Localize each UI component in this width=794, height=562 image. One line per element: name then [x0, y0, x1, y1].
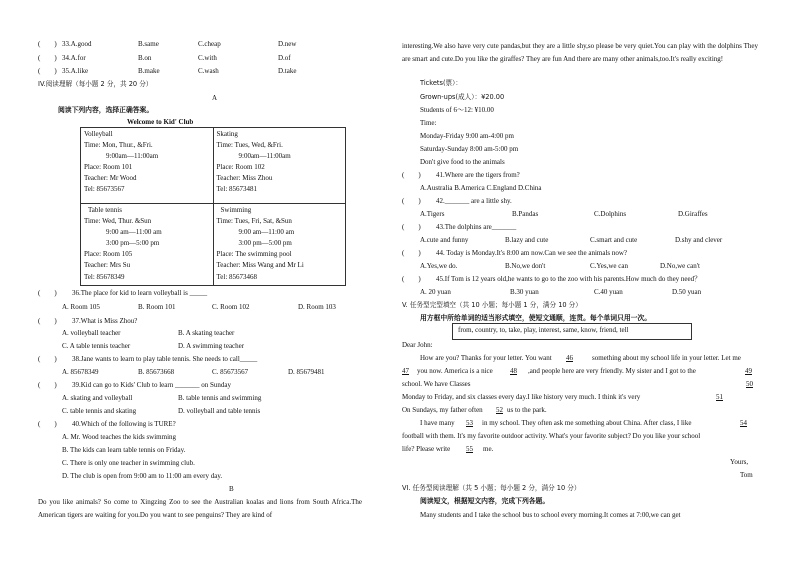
option-c: C.Yes,we can — [590, 262, 628, 270]
reading-instruction: 阅读下列内容，选择正确答案。 — [58, 106, 154, 114]
blank-49[interactable]: 49 — [745, 367, 752, 375]
blank-55[interactable]: 55 — [466, 445, 473, 453]
option-a: A.cute and funny — [420, 236, 469, 244]
part-b-label: B — [229, 485, 234, 493]
club-cell-swimming: Swimming Time: Tues, Fri, Sat, &Sun 9:00 am—11:00 am 3:00 pm—5:00 pm Place: The swimming pool Teacher: Miss Wang and Mr Li Tel: 85673468 — [213, 204, 346, 286]
club-name: Table tennis — [88, 206, 122, 214]
option-c: C. Room 102 — [212, 303, 250, 311]
question-stem: 44. Today is Monday.It's 8:00 am now.Can we see the animals now? — [436, 249, 628, 257]
answer-paren[interactable]: ( ) — [38, 381, 57, 389]
option-b: B. Room 101 — [138, 303, 176, 311]
option-c: C.smart and cute — [590, 236, 638, 244]
question-stem: 43.The dolphins are_______ — [436, 223, 517, 231]
blank-51[interactable]: 51 — [716, 393, 723, 401]
option-c: C. table tennis and skating — [62, 407, 137, 415]
option-d: D. volleyball and table tennis — [178, 407, 261, 415]
section-6-passage: Many students and I take the school bus to school every morning.It comes at 7:00,we can get — [420, 511, 681, 519]
letter-salutation: Dear John: — [402, 341, 433, 349]
section-6-title: VI. 任务型阅读理解（共 5 小题；每小题 2 分，满分 10 分） — [402, 484, 581, 492]
blank-48[interactable]: 48 — [510, 367, 517, 375]
option-a: A. volleyball teacher — [62, 329, 121, 337]
answer-paren[interactable]: ( ) — [38, 355, 57, 363]
option-d: D.shy and clever — [675, 236, 723, 244]
answer-paren[interactable]: ( ) — [402, 171, 421, 179]
club-name: Swimming — [220, 206, 252, 214]
club-schedule-table — [80, 127, 346, 286]
answer-paren[interactable]: ( ) — [38, 67, 57, 75]
option-d: D. A swimming teacher — [178, 342, 245, 350]
answer-paren[interactable]: ( ) — [38, 420, 57, 428]
passage-b-paragraph: Do you like animals? So come to Xingzing Zoo to see the Australian koalas and lions from South Africa.The American tigers are waiting for you.Do you want to see penguins? They are kind of — [38, 498, 362, 519]
question-stem: 37.What is Miss Zhou? — [72, 317, 138, 325]
option-b: B. table tennis and swimming — [178, 394, 262, 402]
option-c: C. There is only one teacher in swimming club. — [62, 459, 195, 467]
option-d: D. 85679481 — [288, 368, 325, 376]
answer-paren[interactable]: ( ) — [38, 40, 57, 48]
option-b: B.lazy and cute — [505, 236, 549, 244]
option-b: B.make — [138, 67, 160, 75]
option-b: B.on — [138, 54, 152, 62]
club-name: Skating — [216, 130, 238, 138]
answer-paren[interactable]: ( ) — [38, 317, 57, 325]
tickets-grownups: Grown-ups(成人）：¥20.00 — [420, 93, 505, 101]
blank-53[interactable]: 53 — [466, 419, 473, 427]
word-bank-box: from, country, to, take, play, interest, same, know, friend, tell — [452, 323, 692, 340]
option-b: B.Pandas — [512, 210, 539, 218]
blank-47[interactable]: 47 — [402, 367, 409, 375]
tickets-students: Students of 6～12: ¥10.00 — [420, 106, 494, 114]
option-c: C.wash — [198, 67, 219, 75]
option-d: D. Room 103 — [298, 303, 336, 311]
section-4-title: IV.阅读理解（每小题 2 分，共 20 分） — [38, 80, 153, 88]
option-a: 33.A.good — [62, 40, 92, 48]
option-b: B.same — [138, 40, 159, 48]
club-cell-volleyball: Volleyball Time: Mon, Thur., &Fri. 9:00am—11:00am Place: Room 101 Teacher: Mr Wood Tel: 85673567 — [81, 128, 214, 204]
passage-b-continued: interesting.We also have very cute pandas,but they are a little shy,so please be very quiet.You can play with the dolphins They are smart and cute.Do you like the giraffes? They are fun And there are many other animals,too.It's really exciting! — [402, 42, 758, 63]
option-c: C.40 yuan — [594, 288, 623, 296]
club-cell-skating: Skating Time: Tues, Wed, &Fri. 9:00am—11:00am Place: Room 102 Teacher: Miss Zhou Tel: 85673481 — [213, 128, 346, 204]
question-stem: 39.Kid can go to Kids' Club to learn _______ on Sunday — [72, 381, 231, 389]
option-c: C.cheap — [198, 40, 221, 48]
club-cell-table-tennis: Table tennis Time: Wed, Thur. &Sun 9:00 am—11:00 am 3:00 pm—5:00 pm Place: Room 105 Teacher: Mrs Su Tel: 85678349 — [81, 204, 214, 286]
option-d: D.No,we can't — [660, 262, 700, 270]
section-5-instruction: 用方框中所给单词的适当形式填空，使短文通顺，连贯。每个单词只用一次。 — [420, 314, 652, 322]
weekday-hours: Monday-Friday 9:00 am-4:00 pm — [420, 132, 514, 140]
option-b: B. The kids can learn table tennis on Friday. — [62, 446, 186, 454]
section-5-title: V. 任务型完型填空（共 10 小题；每小题 1 分，满分 10 分） — [402, 301, 582, 309]
option-a: A. 20 yuan — [420, 288, 451, 296]
time-label: Time: — [420, 119, 437, 127]
weekend-hours: Saturday-Sunday 8:00 am-5:00 pm — [420, 145, 519, 153]
option-b: B.30 yuan — [510, 288, 539, 296]
blank-50[interactable]: 50 — [746, 380, 753, 388]
letter-closing: Yours, — [730, 458, 749, 466]
option-d: D. The club is open from 9:00 am to 11:00 am every day. — [62, 472, 223, 480]
option-b: B.No,we don't — [505, 262, 546, 270]
option-a: A.Yes,we do. — [420, 262, 458, 270]
answer-paren[interactable]: ( ) — [38, 54, 57, 62]
option-b: B. 85673668 — [138, 368, 175, 376]
option-c: C.Dolphins — [594, 210, 627, 218]
options: A.Australia B.America C.England D.China — [420, 184, 542, 192]
question-stem: 38.Jane wants to learn to play table tennis. She needs to call_____ — [72, 355, 258, 363]
option-b: B. A skating teacher — [178, 329, 235, 337]
option-a: A. Room 105 — [62, 303, 100, 311]
option-c: C. 85673567 — [212, 368, 249, 376]
letter-signature: Tom — [740, 471, 753, 479]
option-a: A. skating and volleyball — [62, 394, 133, 402]
option-a: A. Mr. Wood teaches the kids swimming — [62, 433, 177, 441]
question-stem: 36.The place for kid to learn volleyball is _____ — [72, 289, 208, 297]
option-d: D.Giraffes — [678, 210, 708, 218]
option-a: A. 85678349 — [62, 368, 99, 376]
option-d: D.new — [278, 40, 297, 48]
letter-line-7: football with them. It's my favorite outdoor activity. What's your favorite subject? Do you like your school — [402, 432, 701, 440]
option-d: D.take — [278, 67, 297, 75]
question-stem: 42._______ are a little shy. — [436, 197, 512, 205]
answer-paren[interactable]: ( ) — [402, 275, 421, 283]
question-stem: 41.Where are the tigers from? — [436, 171, 520, 179]
section-6-instruction: 阅读短文，根据短文内容，完成下列各题。 — [420, 497, 550, 505]
option-a: 35.A.like — [62, 67, 89, 75]
club-name: Volleyball — [84, 130, 113, 138]
option-d: D.of — [278, 54, 291, 62]
part-a-label: A — [212, 94, 218, 102]
option-c: C.with — [198, 54, 217, 62]
tickets-label: Tickets(票）： — [420, 79, 462, 87]
answer-paren[interactable]: ( ) — [402, 223, 421, 231]
club-table-title: Welcome to Kid' Club — [127, 118, 194, 126]
answer-paren[interactable]: ( ) — [402, 249, 421, 257]
answer-paren[interactable]: ( ) — [402, 197, 421, 205]
blank-52[interactable]: 52 — [496, 406, 503, 414]
option-a: A.Tigers — [420, 210, 445, 218]
option-a: 34.A.for — [62, 54, 86, 62]
question-stem: 40.Which of the following is TURE? — [72, 420, 176, 428]
option-c: C. A table tennis teacher — [62, 342, 131, 350]
blank-54[interactable]: 54 — [740, 419, 747, 427]
blank-46[interactable]: 46 — [566, 354, 573, 362]
question-stem: 45.If Tom is 12 years old,he wants to go to the zoo with his parents.How much do they need？ — [436, 275, 702, 283]
answer-paren[interactable]: ( ) — [38, 289, 57, 297]
option-d: D.50 yuan — [672, 288, 702, 296]
zoo-rule: Don't give food to the animals — [420, 158, 505, 166]
